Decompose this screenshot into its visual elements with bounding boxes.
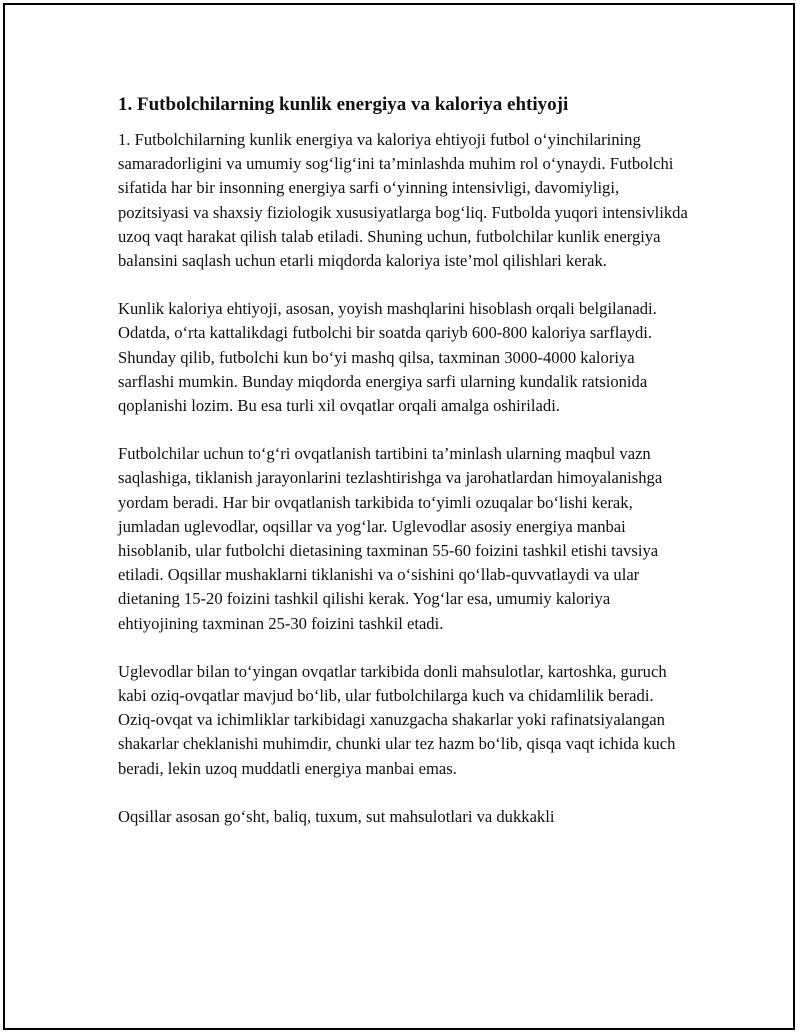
- paragraph-4: Uglevodlar bilan to‘yingan ovqatlar tarkibida donli mahsulotlar, kartoshka, guruch kabi oziq-ovqatlar mavjud bo‘lib, ular futbolchilarga kuch va chidamlilik beradi. Oziq-ovqat va ichimliklar tarkibidagi xanuzgacha shakarlar yoki rafinatsiyalangan shakarlar cheklanishi muhimdir, chunki ular tez hazm bo‘lib, qisqa vaqt ichida kuch beradi, lekin uzoq muddatli energiya manbai emas.: [118, 661, 676, 778]
- paragraph-3: Futbolchilar uchun to‘g‘ri ovqatlanish tartibini ta’minlash ularning maqbul vazn saqlashiga, tiklanish jarayonlarini tezlashtirishga va jarohatlardan himoyalanishga yordam beradi. Har bir ovqatlanish tarkibida to‘yimli ozuqalar bo‘lishi kerak, jumladan uglevodlar, oqsillar va yog‘lar. Uglevodlar asosiy energiya manbai hisoblanib, ular futbolchi dietasining taxminan 55-60 foizini tashkil etishi tavsiya etiladi. Oqsillar mushaklarni tiklanishi va o‘sishini qo‘llab-quvvatlaydi va ular dietaning 15-20 foizini tashkil qilishi kerak. Yog‘lar esa, umumiy kaloriya ehtiyojining taxminan 25-30 foizini tashkil etadi.: [118, 444, 663, 633]
- section-heading: 1. Futbolchilarning kunlik energiya va kaloriya ehtiyoji: [118, 94, 569, 115]
- document-body: [118, 92, 688, 853]
- paragraph-1: 1. Futbolchilarning kunlik energiya va kaloriya ehtiyoji futbol o‘yinchilarining samaradorligini va umumiy sog‘lig‘ini ta’minlashda muhim rol o‘ynaydi. Futbolchi sifatida har bir insonning energiya sarfi o‘yinning intensivligi, davomiyligi, pozitsiyasi va shaxsiy fiziologik xususiyatlarga bog‘liq. Futbolda yuqori intensivlikda uzoq vaqt harakat qilish talab etiladi. Shuning uchun, futbolchilar kunlik energiya balansini saqlash uchun etarli miqdorda kaloriya iste’mol qilishlari kerak.: [118, 130, 688, 271]
- paragraph-5: Oqsillar asosan go‘sht, baliq, tuxum, sut mahsulotlari va dukkakli: [118, 806, 555, 826]
- paragraph-2: Kunlik kaloriya ehtiyoji, asosan, yoyish mashqlarini hisoblash orqali belgilanadi. Odatda, o‘rta kattalikdagi futbolchi bir soatda qariyb 600-800 kaloriya sarflaydi. Shunday qilib, futbolchi kun bo‘yi mashq qilsa, taxminan 3000-4000 kaloriya sarflashi mumkin. Bunday miqdorda energiya sarfi ularning kundalik ratsionida qoplanishi lozim. Bu esa turli xil ovqatlar orqali amalga oshiriladi.: [118, 299, 657, 416]
